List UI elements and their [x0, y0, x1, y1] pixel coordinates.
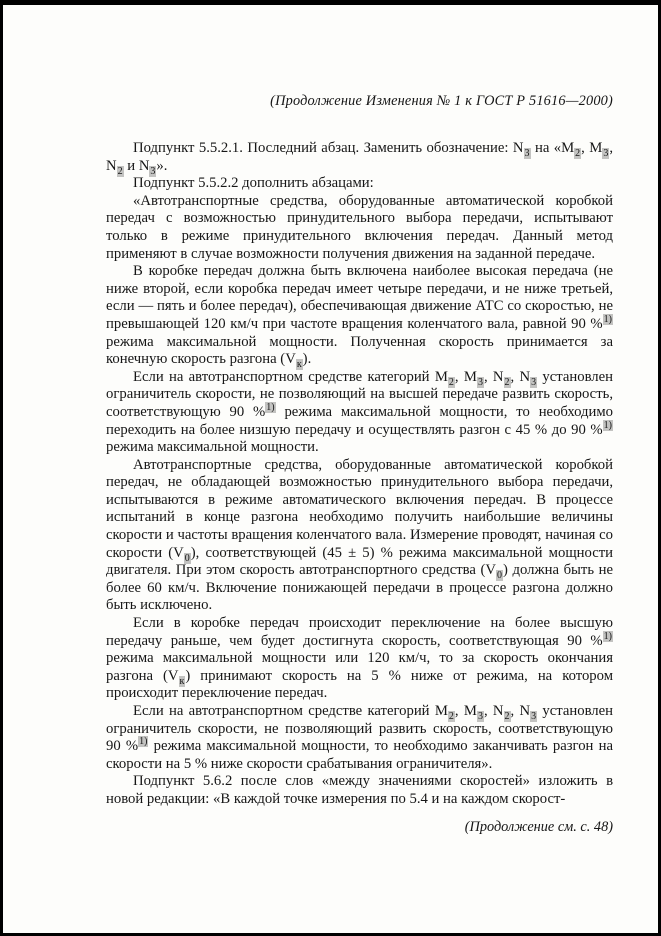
document-body: [106, 140, 613, 809]
paragraph: Подпункт 5.5.2.2 дополнить абзацами:: [133, 175, 374, 192]
page-content: [106, 93, 613, 836]
paragraph: Если на автотранспортном средстве категорий $М_2$, $М_3$, $N_2$, $N_3$ установлен ограничитель скорости, не позволяющий на высшей передаче развить скорость, соответствующую 90 %$^{1)}$ режима максимальной мощности, то необходимо переходить на более низшую передачу и осуществлять разгон с 45 % до 90 %$^{1)}$ режима максимальной мощности.: [106, 368, 614, 456]
page-footer-continuation-note: (Продолжение см. с. 48): [464, 818, 613, 835]
paragraph: Автотранспортные средства, оборудованные автоматической коробкой передач, не обладающей возможностью принудительного выбора передачи, испытываются в режиме автоматического включения передач. В процессе испытаний в конце разгона необходимо получить наибольшие величины скорости и частоты вращения коленчатого вала. Измерение проводят, начиная со скорости $(V_0)$, соответствующей (45 ± 5) % режима максимальной мощности двигателя. При этом скорость автотранспортного средства $(V_0)$ должна быть не более 60 км/ч. Включение понижающей передачи в процессе разгона должно быть исключено.: [106, 456, 614, 614]
paragraph: Подпункт 5.5.2.1. Последний абзац. Заменить обозначение: $N_3$ на «$М_2$, $М_3$, $N_2$ и $N_3$».: [106, 140, 613, 177]
paragraph: В коробке передач должна быть включена наиболее высокая передача (не ниже второй, если коробка передач имеет четыре передачи, и не ниже третьей, если — пять и более передач), обеспечивающая движение АТС со скоростью, не превышающей 120 км/ч при частоте вращения коленчатого вала, равной 90 %$^{1)}$ режима максимальной мощности. Полученная скорость принимается за конечную скорость разгона $(V_к)$.: [106, 263, 613, 371]
paragraph: Подпункт 5.6.2 после слов «между значениями скоростей» изложить в новой редакции: «В каждой точке измерения по 5.4 и на каждом скорост-: [106, 773, 613, 807]
paragraph: Если на автотранспортном средстве категорий $М_2$, $М_3$, $N_2$, $N_3$ установлен ограничитель скорости, не позволяющий развить скорость, соответствующую 90 %$^{1)}$ режима максимальной мощности, то необходимо заканчивать разгон на скорости на 5 % ниже скорости срабатывания ограничителя».: [106, 703, 614, 772]
paragraph: «Автотранспортные средства, оборудованные автоматической коробкой передач с возможностью принудительного выбора передачи, испытывают только в режиме принудительного включения передач. Данный метод применяют в случае возможности получения движения на заданной передаче.: [106, 192, 613, 262]
paragraph: Если в коробке передач происходит переключение на более высшую передачу раньше, чем будет достигнута скорость, соответствующая 90 %$^{1)}$ режима максимальной мощности или 120 км/ч, то за скорость окончания разгона $(V_к)$ принимают скорость на 5 % ниже от режима, на котором происходит переключение передач.: [106, 615, 613, 702]
page-header-continuation-note: (Продолжение Изменения № 1 к ГОСТ Р 51616—2000): [270, 93, 613, 109]
